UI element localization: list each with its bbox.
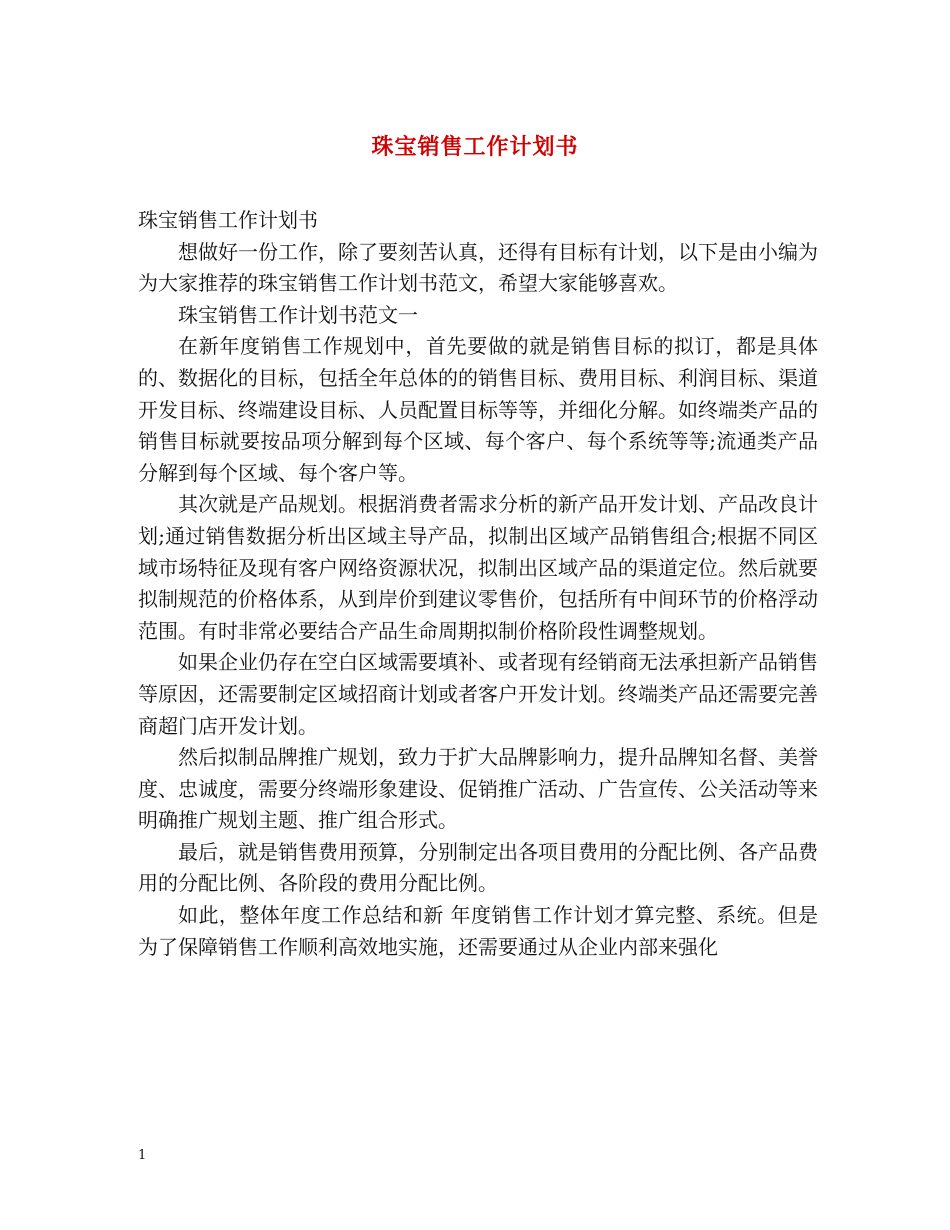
body-paragraph: 如果企业仍存在空白区域需要填补、或者现有经销商无法承担新产品销售等原因，还需要制定区域招商计划或者客户开发计划。终端类产品还需要完善商超门店开发计划。 xyxy=(138,650,818,738)
body-heading: 珠宝销售工作计划书 xyxy=(138,208,318,232)
body-paragraph: 最后，就是销售费用预算，分别制定出各项目费用的分配比例、各产品费用的分配比例、各阶段的费用分配比例。 xyxy=(138,839,818,896)
body-paragraph: 想做好一份工作，除了要刻苦认真，还得有目标有计划，以下是由小编为为大家推荐的珠宝销售工作计划书范文，希望大家能够喜欢。 xyxy=(138,239,818,296)
body-paragraph: 如此，整体年度工作总结和新 年度销售工作计划才算完整、系统。但是为了保障销售工作顺利高效地实施，还需要通过从企业内部来强化 xyxy=(138,903,818,959)
body-paragraph: 在新年度销售工作规划中，首先要做的就是销售目标的拟订，都是具体的、数据化的目标，包括全年总体的的销售目标、费用目标、利润目标、渠道开发目标、终端建设目标、人员配置目标等等，并细化分解。如终端类产品的销售目标就要按品项分解到每个区域、每个客户、每个系统等等;流通类产品分解到每个区域、每个客户等。 xyxy=(138,334,818,485)
section-heading: 珠宝销售工作计划书范文一 xyxy=(178,302,418,327)
document-title: 珠宝销售工作计划书 xyxy=(371,134,579,160)
body-paragraph: 然后拟制品牌推广规划，致力于扩大品牌影响力，提升品牌知名督、美誉度、忠诚度，需要分终端形象建设、促销推广活动、广告宣传、公关活动等来明确推广规划主题、推广组合形式。 xyxy=(138,745,818,833)
body-paragraph: 其次就是产品规划。根据消费者需求分析的新产品开发计划、产品改良计划;通过销售数据分析出区域主导产品，拟制出区域产品销售组合;根据不同区域市场特征及现有客户网络资源状况，拟制出区域产品的渠道定位。然后就要拟制规范的价格体系，从到岸价到建议零售价，包括所有中间环节的价格浮动范围。有时非常必要结合产品生命周期拟制价格阶段性调整规划。 xyxy=(138,492,818,643)
document-body xyxy=(138,205,818,963)
page-number: 1 xyxy=(138,1148,147,1163)
